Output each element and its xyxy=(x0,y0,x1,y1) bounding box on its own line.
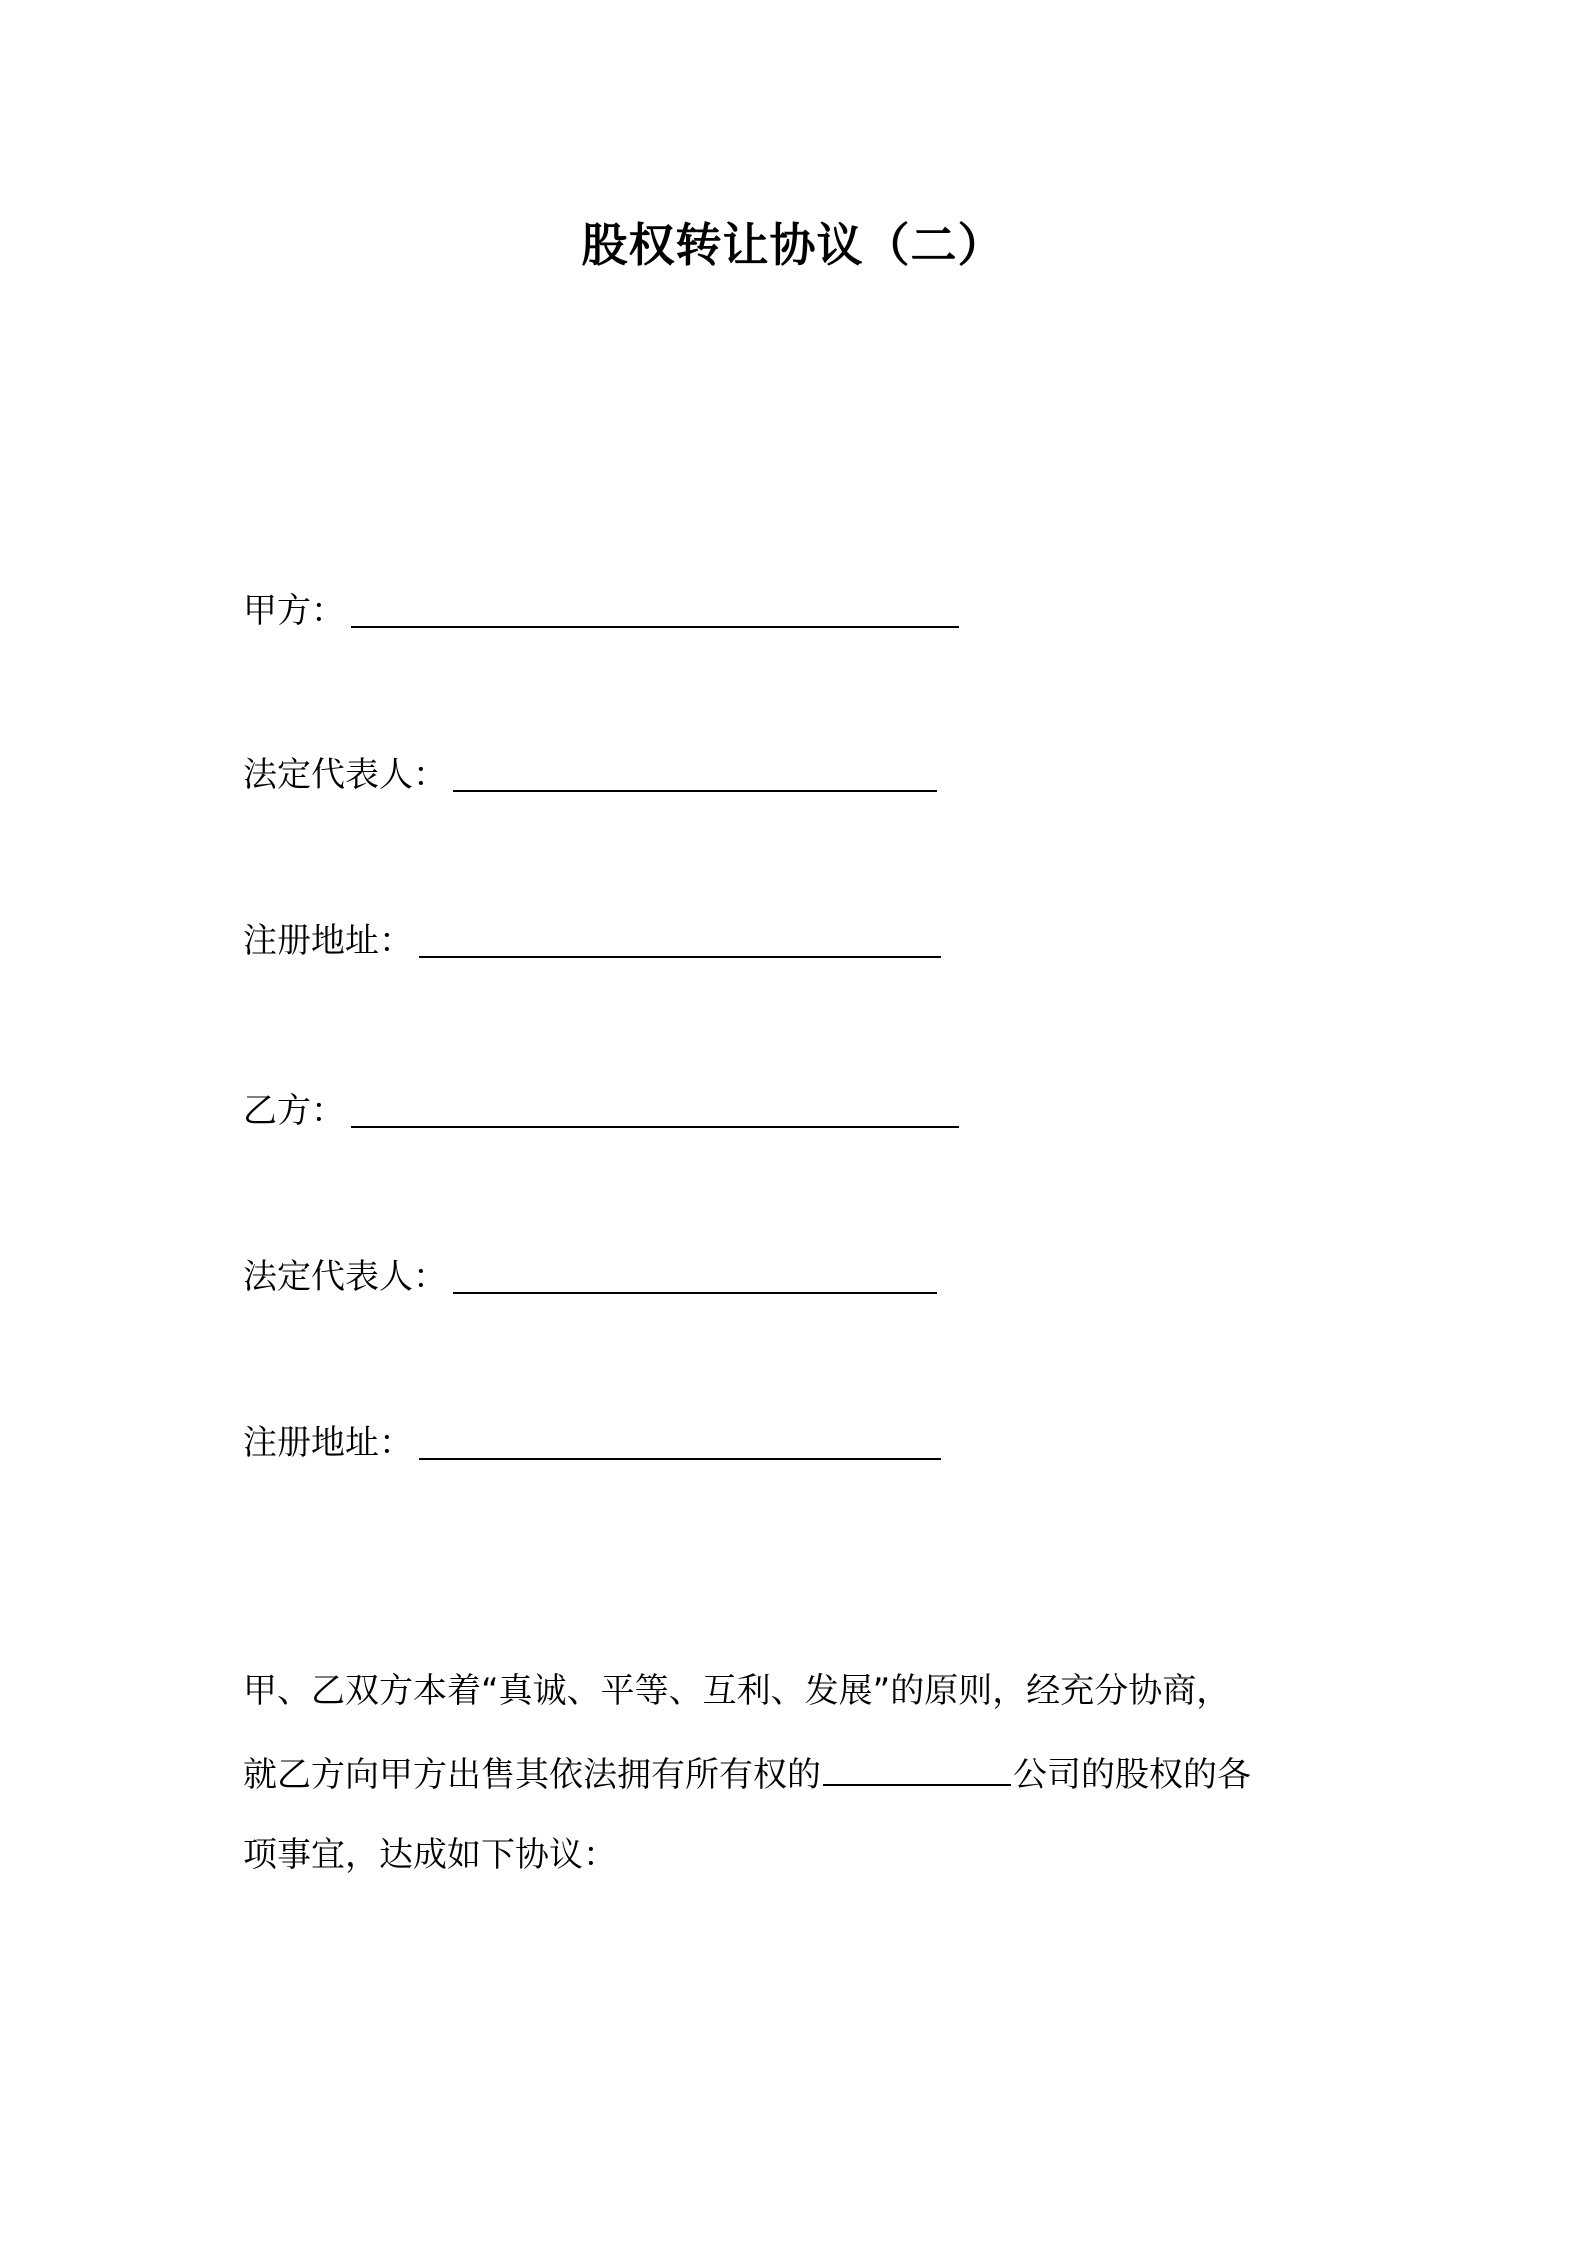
party-b-address-label: 注册地址： xyxy=(243,1423,413,1463)
party-a-name-field xyxy=(243,588,959,634)
party-b-address-field xyxy=(243,1420,941,1466)
document-title: 股权转让协议（二） xyxy=(581,218,1005,272)
party-a-address-label: 注册地址： xyxy=(243,921,413,961)
intro-line-2-after: 公司的股权的各 xyxy=(1013,1755,1251,1795)
company-name-blank[interactable] xyxy=(823,1750,1011,1786)
party-b-representative-label: 法定代表人： xyxy=(243,1257,447,1297)
party-b-name-field xyxy=(243,1088,959,1134)
intro-line-2 xyxy=(243,1750,1363,1798)
party-a-address-field xyxy=(243,918,941,964)
party-b-representative-blank[interactable] xyxy=(453,1256,937,1294)
party-a-representative-field xyxy=(243,752,937,798)
intro-line-1: 甲、乙双方本着“真诚、平等、互利、发展”的原则，经充分协商， xyxy=(243,1671,1231,1711)
party-b-name-blank[interactable] xyxy=(351,1090,959,1128)
party-a-name-blank[interactable] xyxy=(351,590,959,628)
party-a-name-label: 甲方： xyxy=(243,591,345,631)
party-a-representative-blank[interactable] xyxy=(453,754,937,792)
party-a-address-blank[interactable] xyxy=(419,920,941,958)
intro-line-3: 项事宜，达成如下协议： xyxy=(243,1835,617,1875)
party-b-representative-field xyxy=(243,1254,937,1300)
party-a-representative-label: 法定代表人： xyxy=(243,755,447,795)
intro-line-2-before: 就乙方向甲方出售其依法拥有所有权的 xyxy=(243,1755,821,1795)
party-b-name-label: 乙方： xyxy=(243,1091,345,1131)
party-b-address-blank[interactable] xyxy=(419,1422,941,1460)
